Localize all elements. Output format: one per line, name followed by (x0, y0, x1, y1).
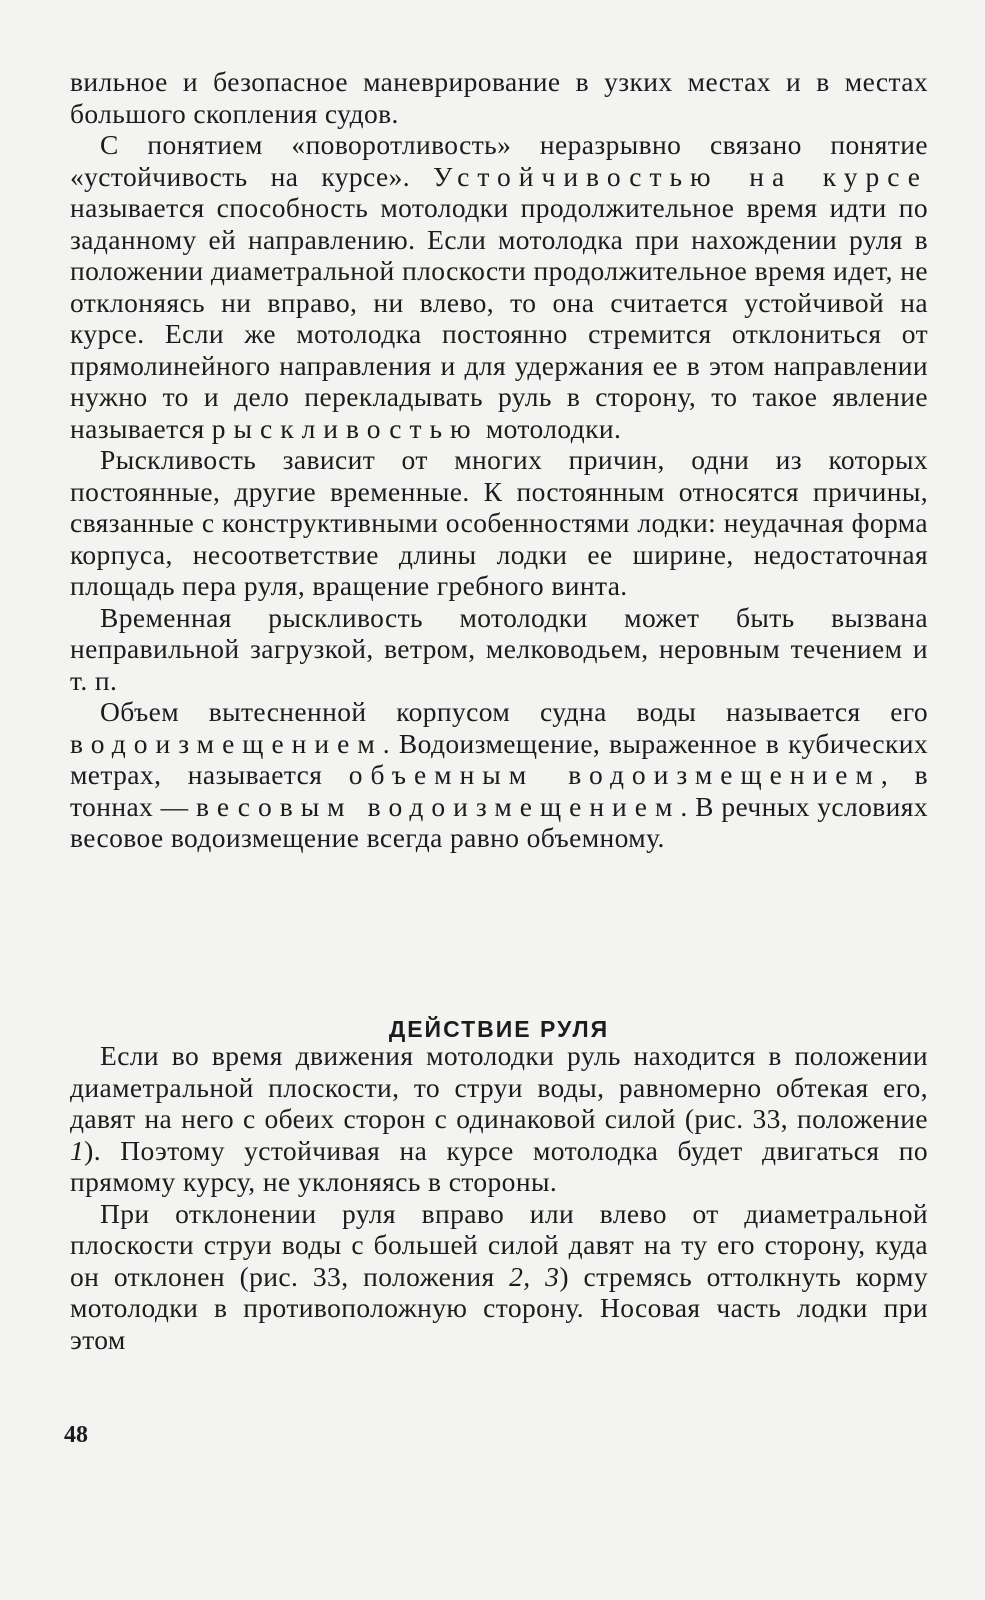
text-run: При отклонении руля вправо или влево от диаметральной плоскости струи воды с большей силой давят на ту его сторону, куда он отклонен (рис. 33, положения (70, 1197, 928, 1292)
paragraph-temporary-yaw: Временная рыскливость мотолодки может быть вызвана неправильной загрузкой, ветром, мелководьем, неровным течением и т. п. (70, 601, 928, 696)
text-run: Объем вытесненной корпусом судна воды называется его (100, 696, 928, 727)
page-number: 48 (64, 1422, 88, 1448)
paragraph-rudder-deflection (70, 1198, 928, 1356)
text-run: мотолодки. (478, 412, 622, 444)
text-run: , в тоннах — (70, 759, 928, 822)
paragraph-yaw-causes: Рыскливость зависит от многих причин, одни из которых постоянные, другие временные. К постоянным относятся причины, связанные с конструктивными особенностями лодки: неудачная форма корпуса, несоответствие длины лодки ее ширине, недостаточная площадь пера руля, вращение гребного винта. (70, 444, 928, 601)
text-run: . Водоизмещение, выраженное в кубических метрах, называется (70, 727, 928, 790)
text-run: Если во время движения мотолодки руль находится в положении диаметральной плоскости, то струи воды, равномерно обтекая его, давят на него с обеих сторон с одинаковой силой (рис. 33, положение (70, 1040, 928, 1134)
emphasized-term: Устойчивостью на курсе (433, 160, 928, 192)
paragraph-displacement (70, 696, 928, 854)
emphasized-term: рыскливостью (211, 412, 479, 444)
section-heading: ДЕЙСТВИЕ РУЛЯ (388, 1016, 610, 1042)
text-body-upper (70, 66, 928, 854)
figure-reference: 1 (70, 1134, 85, 1166)
text-body-lower (70, 1040, 928, 1355)
text-run: С понятием «поворотливость» неразрывно связано понятие «устойчивость на курсе». (70, 129, 928, 192)
text-run: . В речных условиях весовое водоизмещение всегда равно объемному. (70, 790, 928, 853)
emphasized-term: объемным водоизмещением (348, 759, 881, 790)
paragraph-course-stability (70, 129, 928, 444)
emphasized-term: водоизмещением (70, 727, 383, 759)
text-run: называется способность мотолодки продолжительное время идти по заданному ей направлению. Если мотолодка при нахождении руля в положении диаметральной плоскости продолжительное время идет, не отклоняясь ни вправо, ни влево, то она считается устойчивой на курсе. Если же мотолодка постоянно стремится отклониться от прямолинейного направления и для удержания ее в этом направлении нужно то и дело перекладывать руль в сторону, то такое явление называется (70, 192, 928, 444)
paragraph-continuation: вильное и безопасное маневрирование в узких местах и в местах большого скопления судов. (70, 66, 928, 129)
text-run: ). Поэтому устойчивая на курсе мотолодка будет двигаться по прямому курсу, не уклоняясь в стороны. (70, 1134, 928, 1197)
figure-reference: 2, 3 (509, 1260, 560, 1292)
emphasized-term: весовым водоизмещением (196, 790, 681, 822)
text-run: ) стремясь оттолкнуть корму мотолодки в противоположную сторону. Носовая часть лодки при этом (70, 1260, 929, 1355)
paragraph-rudder-neutral (70, 1040, 928, 1198)
